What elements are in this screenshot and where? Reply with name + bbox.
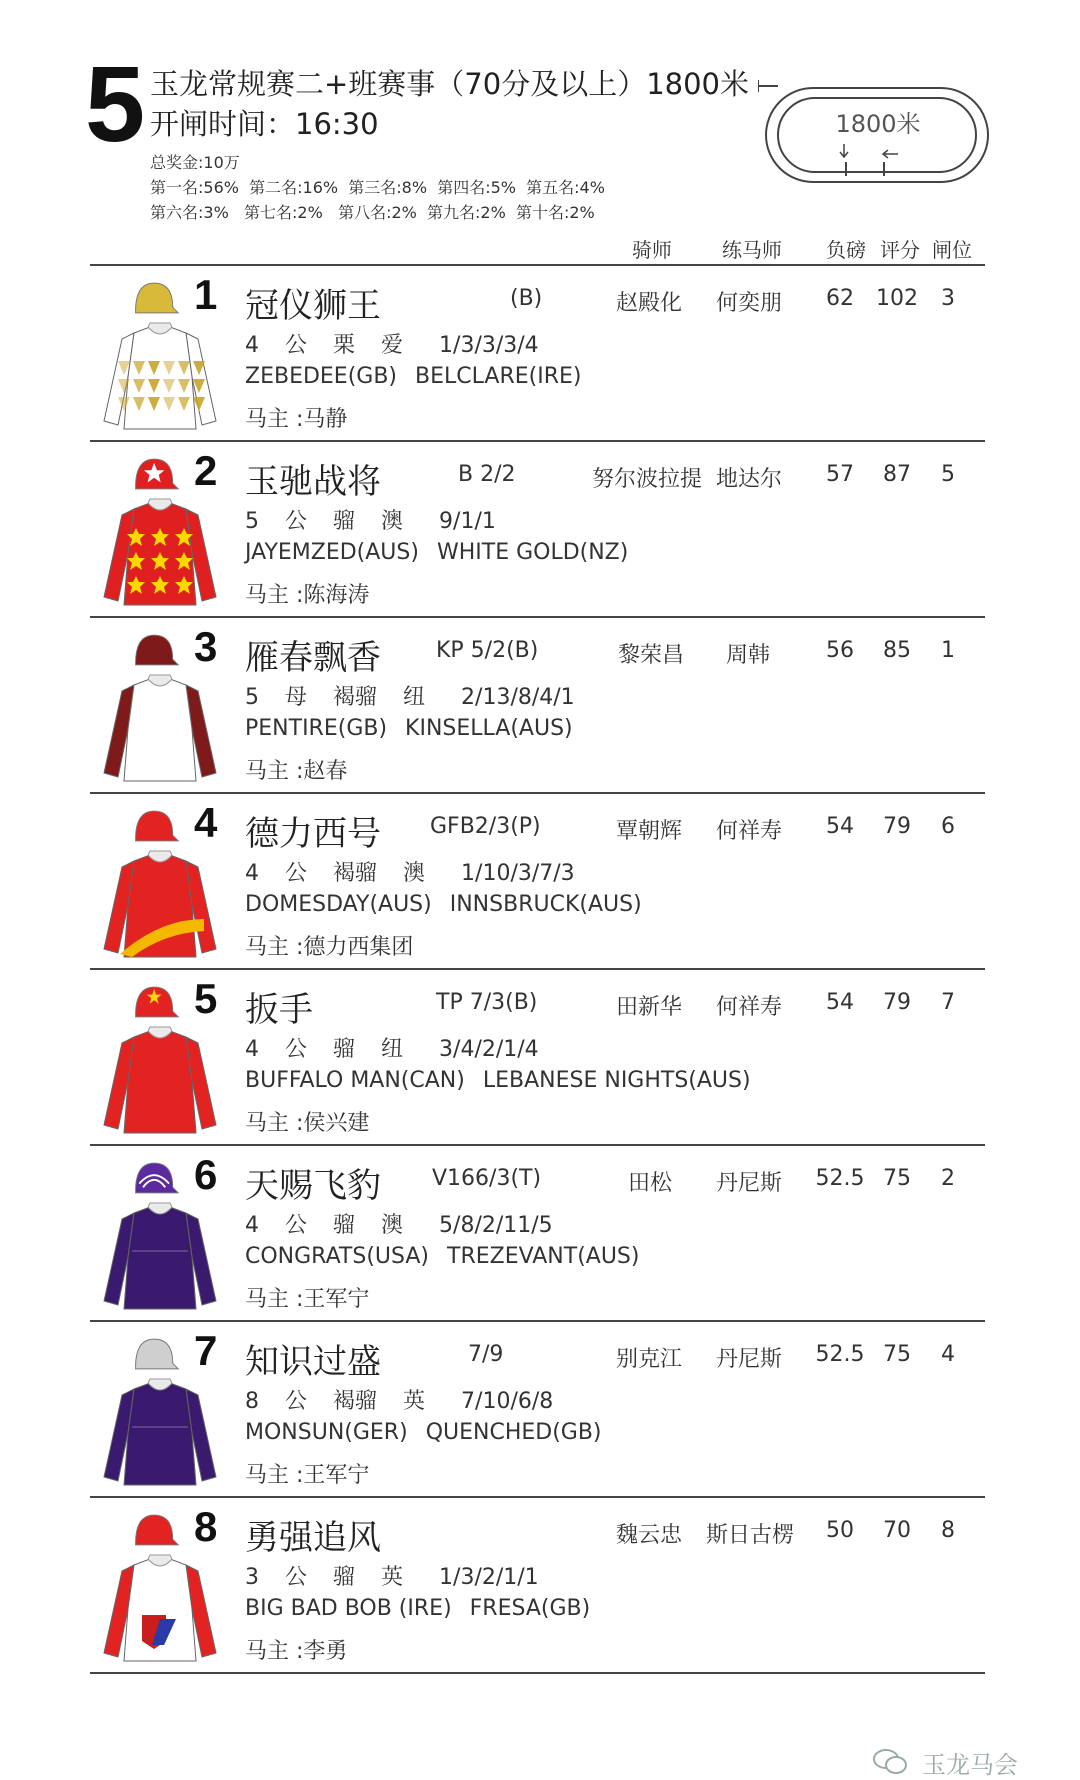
jockey-cap-icon (130, 1508, 182, 1552)
owner: 马主 :马静 (245, 407, 348, 432)
rating: 79 (883, 814, 911, 839)
horse-origin: 英 (403, 1389, 426, 1414)
horse-age: 4 (245, 1213, 259, 1238)
horse-gear: (B) (510, 286, 543, 311)
jockey-name: 田新华 (616, 995, 683, 1020)
jockey-cap-icon (130, 452, 182, 496)
dam: INNSBRUCK(AUS) (449, 892, 642, 917)
horse-number: 6 (194, 1151, 218, 1198)
pedigree (245, 1068, 751, 1093)
draw: 4 (941, 1342, 955, 1367)
horse-age: 5 (245, 509, 259, 534)
col-weight: 负磅 (826, 238, 866, 262)
trainer-name: 丹尼斯 (716, 1347, 783, 1372)
jockey-cap-icon (130, 1156, 182, 1200)
sire: CONGRATS(USA) (245, 1244, 430, 1269)
horse-number: 8 (194, 1503, 218, 1550)
weight: 52.5 (815, 1166, 865, 1191)
horse-age: 8 (245, 1389, 259, 1414)
rating: 75 (883, 1166, 911, 1191)
jockey-name: 魏云忠 (616, 1523, 683, 1548)
pedigree (245, 364, 581, 389)
dam: QUENCHED(GB) (425, 1420, 602, 1445)
horse-sex: 公 (285, 333, 308, 358)
wechat-icon (872, 1747, 908, 1775)
horse-sex: 公 (285, 509, 308, 534)
draw: 6 (941, 814, 955, 839)
horse-color: 骝 (333, 509, 356, 534)
track-distance-label: 1800米 (835, 110, 921, 138)
jockey-name: 赵殿化 (616, 291, 683, 316)
dam: TREZEVANT(AUS) (447, 1244, 640, 1269)
racing-silks-icon (100, 321, 220, 433)
weight: 54 (826, 990, 854, 1015)
horse-record: 7/10/6/8 (461, 1389, 554, 1414)
horse-age: 4 (245, 333, 259, 358)
jockey-name: 别克江 (616, 1347, 683, 1372)
jockey-cap-icon (130, 1332, 182, 1376)
horse-info (245, 1560, 565, 1591)
start-time: 开闸时间：16:30 (150, 107, 379, 141)
weight: 52.5 (815, 1342, 865, 1367)
horse-origin: 英 (381, 1565, 404, 1590)
horse-age: 3 (245, 1565, 259, 1590)
pedigree (245, 716, 573, 741)
sire: ZEBEDEE(GB) (245, 364, 398, 389)
racing-silks-icon (100, 1201, 220, 1313)
horse-row (90, 794, 985, 970)
horse-color: 褐骝 (333, 685, 378, 710)
horse-row (90, 1498, 985, 1674)
jockey-name: 田松 (628, 1171, 673, 1196)
horse-row (90, 266, 985, 442)
racing-silks-icon (100, 1377, 220, 1489)
horse-color: 褐骝 (333, 861, 378, 886)
racing-silks-icon (100, 673, 220, 785)
weight: 57 (826, 462, 854, 487)
horse-record: 2/13/8/4/1 (461, 685, 575, 710)
racing-silks-icon (100, 849, 220, 961)
horse-sex: 公 (285, 1213, 308, 1238)
horse-color: 褐骝 (333, 1389, 378, 1414)
rating: 87 (883, 462, 911, 487)
weight: 54 (826, 814, 854, 839)
col-jockey: 骑师 (632, 238, 672, 262)
horse-age: 5 (245, 685, 259, 710)
pedigree (245, 892, 642, 917)
jockey-name: 努尔波拉提 (592, 467, 703, 492)
horse-color: 栗 (333, 333, 356, 358)
horse-gear: V166/3(T) (432, 1166, 542, 1191)
rating: 85 (883, 638, 911, 663)
horse-color: 骝 (333, 1037, 356, 1062)
horse-sex: 母 (285, 685, 308, 710)
horse-origin: 澳 (381, 1213, 404, 1238)
horse-info (245, 504, 522, 535)
col-draw: 闸位 (932, 238, 972, 262)
weight: 50 (826, 1518, 854, 1543)
horse-gear: KP 5/2(B) (436, 638, 539, 663)
prize-split-1: 第一名:56% 第二名:16% 第三名:8% 第四名:5% 第五名:4% (150, 178, 605, 197)
trainer-name: 丹尼斯 (716, 1171, 783, 1196)
divider (90, 1672, 985, 1674)
col-trainer: 练马师 (722, 238, 782, 262)
sire: DOMESDAY(AUS) (245, 892, 432, 917)
race-title: 玉龙常规赛二+班赛事（70分及以上）1800米 (150, 67, 750, 101)
horse-origin: 澳 (381, 509, 404, 534)
pedigree (245, 1244, 639, 1269)
horse-row (90, 1146, 985, 1322)
col-rating: 评分 (880, 238, 920, 262)
jockey-cap-icon (130, 980, 182, 1024)
horse-name: 玉驰战将 (245, 462, 381, 502)
rating: 79 (883, 990, 911, 1015)
trainer-name: 周韩 (726, 643, 771, 668)
horse-number: 4 (194, 799, 218, 846)
draw: 5 (941, 462, 955, 487)
dam: BELCLARE(IRE) (415, 364, 582, 389)
horse-age: 4 (245, 861, 259, 886)
horse-name: 扳手 (245, 990, 313, 1030)
draw: 1 (941, 638, 955, 663)
sire: BUFFALO MAN(CAN) (245, 1068, 465, 1093)
horse-row (90, 970, 985, 1146)
horse-record: 9/1/1 (439, 509, 496, 534)
horse-info (245, 328, 565, 359)
horse-gear: B 2/2 (458, 462, 516, 487)
draw: 2 (941, 1166, 955, 1191)
draw: 3 (941, 286, 955, 311)
horse-row (90, 1322, 985, 1498)
horse-origin: 澳 (403, 861, 426, 886)
owner: 马主 :王军宁 (245, 1463, 370, 1488)
horse-info (245, 1032, 565, 1063)
horse-name: 知识过盛 (245, 1342, 381, 1382)
horse-origin: 爱 (381, 333, 404, 358)
rating: 70 (883, 1518, 911, 1543)
trainer-name: 何祥寿 (716, 819, 783, 844)
horse-info (245, 856, 601, 887)
racing-silks-icon (100, 1025, 220, 1137)
horse-origin: 纽 (403, 685, 426, 710)
horse-record: 1/3/3/3/4 (439, 333, 539, 358)
horse-age: 4 (245, 1037, 259, 1062)
horse-info (245, 680, 601, 711)
horse-record: 1/10/3/7/3 (461, 861, 575, 886)
dam: LEBANESE NIGHTS(AUS) (482, 1068, 751, 1093)
draw: 7 (941, 990, 955, 1015)
horse-name: 冠仪狮王 (245, 286, 381, 326)
horse-name: 雁春飘香 (245, 638, 381, 678)
horse-record: 3/4/2/1/4 (439, 1037, 539, 1062)
racing-silks-icon (100, 1553, 220, 1665)
horse-number: 2 (194, 447, 218, 494)
horse-name: 勇强追风 (245, 1518, 381, 1558)
rating: 102 (876, 286, 918, 311)
rating: 75 (883, 1342, 911, 1367)
horse-name: 天赐飞豹 (245, 1166, 381, 1206)
pedigree (245, 1420, 602, 1445)
horse-number: 3 (194, 623, 218, 670)
horse-color: 骝 (333, 1213, 356, 1238)
horse-sex: 公 (285, 1389, 308, 1414)
dam: KINSELLA(AUS) (405, 716, 573, 741)
sire: MONSUN(GER) (245, 1420, 408, 1445)
horse-number: 1 (194, 271, 218, 318)
jockey-name: 黎荣昌 (618, 643, 685, 668)
horse-name: 德力西号 (245, 814, 381, 854)
horse-number: 7 (194, 1327, 218, 1374)
dam: FRESA(GB) (469, 1596, 591, 1621)
trainer-name: 何奕朋 (716, 291, 783, 316)
owner: 马主 :王军宁 (245, 1287, 370, 1312)
horse-info (245, 1208, 579, 1239)
trainer-name: 斯日古楞 (706, 1523, 795, 1548)
prize-split-2: 第六名:3% 第七名:2% 第八名:2% 第九名:2% 第十名:2% (150, 203, 595, 222)
horse-record: 1/3/2/1/1 (439, 1565, 539, 1590)
pedigree (245, 1596, 590, 1621)
draw: 8 (941, 1518, 955, 1543)
horse-number: 5 (194, 975, 218, 1022)
owner: 马主 :侯兴建 (245, 1111, 370, 1136)
horse-sex: 公 (285, 861, 308, 886)
horse-sex: 公 (285, 1565, 308, 1590)
trainer-name: 地达尔 (716, 467, 783, 492)
horse-origin: 纽 (381, 1037, 404, 1062)
horse-record: 5/8/2/11/5 (439, 1213, 553, 1238)
racing-silks-icon (100, 497, 220, 609)
jockey-name: 覃朝辉 (616, 819, 683, 844)
weight: 56 (826, 638, 854, 663)
horse-color: 骝 (333, 1565, 356, 1590)
owner: 马主 :陈海涛 (245, 583, 370, 608)
jockey-cap-icon (130, 804, 182, 848)
horse-sex: 公 (285, 1037, 308, 1062)
watermark: 玉龙马会 (922, 1751, 1018, 1779)
horse-row (90, 442, 985, 618)
dam: WHITE GOLD(NZ) (436, 540, 629, 565)
jockey-cap-icon (130, 276, 182, 320)
trainer-name: 何祥寿 (716, 995, 783, 1020)
total-prize: 总奖金:10万 (150, 153, 240, 172)
jockey-cap-icon (130, 628, 182, 672)
race-number: 5 (85, 43, 146, 164)
horse-info (245, 1384, 579, 1415)
owner: 马主 :德力西集团 (245, 935, 414, 960)
sire: PENTIRE(GB) (245, 716, 388, 741)
horse-row (90, 618, 985, 794)
owner: 马主 :李勇 (245, 1639, 348, 1664)
horse-gear: GFB2/3(P) (430, 814, 541, 839)
sire: JAYEMZED(AUS) (245, 540, 419, 565)
pedigree (245, 540, 628, 565)
weight: 62 (826, 286, 854, 311)
track-diagram (758, 80, 998, 190)
horse-gear: 7/9 (468, 1342, 504, 1367)
horse-gear: TP 7/3(B) (436, 990, 538, 1015)
owner: 马主 :赵春 (245, 759, 348, 784)
sire: BIG BAD BOB (IRE) (245, 1596, 452, 1621)
